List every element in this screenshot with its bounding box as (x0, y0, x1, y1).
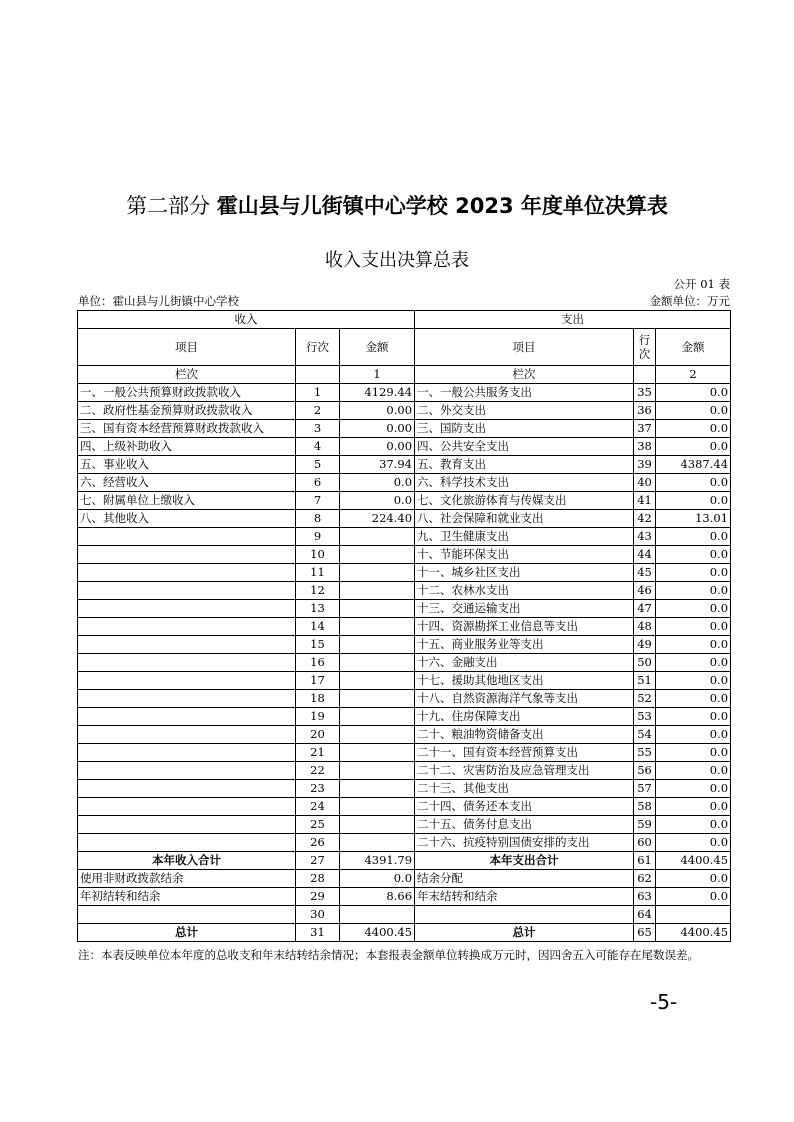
table-cell: 41 (634, 492, 656, 510)
table-cell: 二十六、抗疫特别国债安排的支出 (415, 834, 634, 852)
table-cell (78, 780, 296, 798)
table-cell: 0.0 (656, 564, 731, 582)
col-amount-header: 金额 (656, 329, 731, 366)
table-cell: 十一、城乡社区支出 (415, 564, 634, 582)
table-cell (78, 654, 296, 672)
table-cell: 38 (634, 438, 656, 456)
table-cell: 13 (296, 600, 340, 618)
table-cell: 59 (634, 816, 656, 834)
table-cell: 0.0 (656, 600, 731, 618)
table-cell: 0.0 (656, 474, 731, 492)
table-cell: 0.0 (656, 420, 731, 438)
table-cell: 0.0 (656, 834, 731, 852)
table-cell: 六、科学技术支出 (415, 474, 634, 492)
table-cell: 年末结转和结余 (415, 888, 634, 906)
footnote: 注：本表反映单位本年度的总收支和年末结转结余情况；本套报表金额单位转换成万元时，因四舍五入可能存在尾数误差。 (78, 948, 699, 962)
table-row (78, 384, 731, 402)
table-cell (78, 690, 296, 708)
table-cell: 20 (296, 726, 340, 744)
table-cell: 27 (296, 852, 340, 870)
table-cell: 4387.44 (656, 456, 731, 474)
table-row (78, 402, 731, 420)
table-cell: 44 (634, 546, 656, 564)
table-cell (340, 708, 415, 726)
table-cell: 0.0 (656, 636, 731, 654)
table-cell: 0.0 (340, 870, 415, 888)
table-cell: 0.0 (656, 528, 731, 546)
budget-table (77, 310, 731, 942)
table-cell (340, 654, 415, 672)
table-cell: 23 (296, 780, 340, 798)
table-cell: 37 (634, 420, 656, 438)
table-row (78, 816, 731, 834)
table-cell: 63 (634, 888, 656, 906)
table-cell: 9 (296, 528, 340, 546)
table-cell: 结余分配 (415, 870, 634, 888)
table-cell: 八、其他收入 (78, 510, 296, 528)
table-cell: 13.01 (656, 510, 731, 528)
table-cell (78, 762, 296, 780)
table-cell (78, 906, 296, 924)
table-cell: 二十一、国有资本经营预算支出 (415, 744, 634, 762)
table-cell: 1 (296, 384, 340, 402)
table-cell: 0.0 (656, 672, 731, 690)
table-cell: 0.0 (656, 816, 731, 834)
table-cell: 46 (634, 582, 656, 600)
table-cell: 55 (634, 744, 656, 762)
table-cell: 45 (634, 564, 656, 582)
table-cell (340, 780, 415, 798)
table-cell: 56 (634, 762, 656, 780)
table-cell: 8.66 (340, 888, 415, 906)
table-row (78, 492, 731, 510)
table-cell: 22 (296, 762, 340, 780)
table-cell: 25 (296, 816, 340, 834)
col-line-header: 行 次 (634, 329, 656, 366)
table-cell: 4400.45 (656, 852, 731, 870)
table-cell: 17 (296, 672, 340, 690)
column-number: 1 (340, 366, 415, 384)
table-cell: 八、社会保障和就业支出 (415, 510, 634, 528)
table-cell: 16 (296, 654, 340, 672)
table-title: 收入支出决算总表 (325, 250, 469, 271)
table-cell (340, 834, 415, 852)
table-cell: 12 (296, 582, 340, 600)
table-cell (78, 618, 296, 636)
table-cell: 0.0 (656, 546, 731, 564)
table-cell: 4391.79 (340, 852, 415, 870)
table-cell: 4 (296, 438, 340, 456)
table-cell (340, 672, 415, 690)
table-cell: 十六、金融支出 (415, 654, 634, 672)
table-cell: 二、外交支出 (415, 402, 634, 420)
table-cell (78, 600, 296, 618)
table-cell: 年初结转和结余 (78, 888, 296, 906)
table-cell: 七、附属单位上缴收入 (78, 492, 296, 510)
table-cell (78, 528, 296, 546)
amount-unit: 金额单位：万元 (649, 294, 730, 308)
table-row (78, 888, 731, 906)
table-cell (340, 726, 415, 744)
table-cell: 28 (296, 870, 340, 888)
table-row (78, 726, 731, 744)
table-cell: 6 (296, 474, 340, 492)
table-row (78, 672, 731, 690)
column-number: 2 (656, 366, 731, 384)
table-cell: 0.0 (656, 708, 731, 726)
table-cell: 0.00 (340, 438, 415, 456)
table-cell: 2 (296, 402, 340, 420)
table-cell: 4400.45 (656, 924, 731, 942)
table-cell: 43 (634, 528, 656, 546)
table-cell: 0.0 (656, 654, 731, 672)
table-cell: 224.40 (340, 510, 415, 528)
title-part: 第二部分 (126, 194, 211, 218)
table-cell: 0.0 (656, 888, 731, 906)
table-cell: 54 (634, 726, 656, 744)
table-cell (78, 546, 296, 564)
table-row (78, 636, 731, 654)
table-cell (340, 618, 415, 636)
table-cell (340, 816, 415, 834)
table-cell: 十二、农林水支出 (415, 582, 634, 600)
table-cell: 15 (296, 636, 340, 654)
table-row (78, 474, 731, 492)
table-cell: 42 (634, 510, 656, 528)
table-cell (656, 906, 731, 924)
table-cell (340, 690, 415, 708)
table-row (78, 438, 731, 456)
table-cell: 5 (296, 456, 340, 474)
table-row (78, 744, 731, 762)
table-row (78, 546, 731, 564)
col-line-header: 行次 (296, 329, 340, 366)
table-cell: 0.0 (656, 744, 731, 762)
table-cell: 二、政府性基金预算财政拨款收入 (78, 402, 296, 420)
table-cell (340, 744, 415, 762)
table-cell: 0.0 (656, 780, 731, 798)
column-row-label: 栏次 (415, 366, 634, 384)
table-cell (340, 906, 415, 924)
table-cell: 39 (634, 456, 656, 474)
title-name: 霍山县与儿街镇中心学校 2023 年度单位决算表 (216, 194, 668, 218)
table-cell (340, 636, 415, 654)
table-cell (340, 582, 415, 600)
table-cell: 五、事业收入 (78, 456, 296, 474)
table-cell: 61 (634, 852, 656, 870)
table-cell: 0.0 (656, 726, 731, 744)
col-amount-header: 金额 (340, 329, 415, 366)
table-cell: 31 (296, 924, 340, 942)
table-cell: 4129.44 (340, 384, 415, 402)
table-cell: 7 (296, 492, 340, 510)
table-cell: 10 (296, 546, 340, 564)
table-cell (78, 582, 296, 600)
table-cell: 0.0 (656, 618, 731, 636)
table-cell: 51 (634, 672, 656, 690)
table-cell: 36 (634, 402, 656, 420)
table-cell: 本年收入合计 (78, 852, 296, 870)
table-cell: 十八、自然资源海洋气象等支出 (415, 690, 634, 708)
table-cell: 二十二、灾害防治及应急管理支出 (415, 762, 634, 780)
col-item-header: 项目 (78, 329, 296, 366)
table-cell: 53 (634, 708, 656, 726)
table-cell: 十四、资源勘探工业信息等支出 (415, 618, 634, 636)
table-row (78, 834, 731, 852)
table-cell: 0.0 (340, 492, 415, 510)
table-cell (78, 816, 296, 834)
table-cell (78, 564, 296, 582)
table-row (78, 870, 731, 888)
table-row (78, 852, 731, 870)
table-cell: 一、一般公共服务支出 (415, 384, 634, 402)
table-cell: 49 (634, 636, 656, 654)
table-row (78, 762, 731, 780)
table-row (78, 582, 731, 600)
table-cell: 十、节能环保支出 (415, 546, 634, 564)
table-cell (340, 798, 415, 816)
table-cell: 三、国有资本经营预算财政拨款收入 (78, 420, 296, 438)
form-code: 公开 01 表 (673, 277, 730, 291)
table-row (78, 600, 731, 618)
table-cell (340, 762, 415, 780)
table-cell: 62 (634, 870, 656, 888)
table-cell: 0.0 (656, 384, 731, 402)
table-cell (78, 798, 296, 816)
table-cell: 0.0 (656, 762, 731, 780)
table-row (78, 564, 731, 582)
main-title (0, 190, 794, 220)
table-cell: 52 (634, 690, 656, 708)
table-row (78, 708, 731, 726)
table-cell: 11 (296, 564, 340, 582)
table-cell: 29 (296, 888, 340, 906)
table-cell (340, 546, 415, 564)
table-cell: 十三、交通运输支出 (415, 600, 634, 618)
table-cell (78, 636, 296, 654)
table-cell: 8 (296, 510, 340, 528)
table-cell: 60 (634, 834, 656, 852)
page-number: -5- (650, 990, 678, 1014)
table-cell: 本年支出合计 (415, 852, 634, 870)
table-row (78, 528, 731, 546)
table-cell: 4400.45 (340, 924, 415, 942)
table-cell (78, 708, 296, 726)
table-cell: 0.0 (656, 402, 731, 420)
table-cell: 0.00 (340, 420, 415, 438)
table-cell: 19 (296, 708, 340, 726)
income-header: 收入 (78, 311, 415, 329)
table-cell: 四、上级补助收入 (78, 438, 296, 456)
table-cell: 总计 (415, 924, 634, 942)
table-row (78, 798, 731, 816)
table-row (78, 780, 731, 798)
table-cell: 30 (296, 906, 340, 924)
table-cell: 58 (634, 798, 656, 816)
table-cell: 50 (634, 654, 656, 672)
table-cell (415, 906, 634, 924)
table-cell: 26 (296, 834, 340, 852)
table-cell (78, 726, 296, 744)
table-cell: 二十、粮油物资储备支出 (415, 726, 634, 744)
table-cell: 0.0 (656, 798, 731, 816)
table-cell: 14 (296, 618, 340, 636)
table-cell: 0.0 (656, 492, 731, 510)
unit-label: 单位：霍山县与儿街镇中心学校 (78, 294, 239, 308)
table-cell (340, 600, 415, 618)
table-row (78, 690, 731, 708)
table-cell: 0.0 (340, 474, 415, 492)
table-cell: 二十五、债务付息支出 (415, 816, 634, 834)
table-cell: 三、国防支出 (415, 420, 634, 438)
table-cell (78, 834, 296, 852)
table-cell: 65 (634, 924, 656, 942)
table-cell: 0.0 (656, 582, 731, 600)
table-cell (78, 672, 296, 690)
table-cell: 35 (634, 384, 656, 402)
table-cell: 二十三、其他支出 (415, 780, 634, 798)
table-cell: 四、公共安全支出 (415, 438, 634, 456)
table-cell: 总计 (78, 924, 296, 942)
table-row (78, 654, 731, 672)
table-row (78, 906, 731, 924)
table-cell (340, 528, 415, 546)
col-item-header: 项目 (415, 329, 634, 366)
table-cell: 九、卫生健康支出 (415, 528, 634, 546)
table-cell: 一、一般公共预算财政拨款收入 (78, 384, 296, 402)
table-cell: 47 (634, 600, 656, 618)
table-row (78, 924, 731, 942)
table-cell: 0.0 (656, 690, 731, 708)
table-cell: 十九、住房保障支出 (415, 708, 634, 726)
table-cell: 0.0 (656, 438, 731, 456)
table-cell: 0.00 (340, 402, 415, 420)
table-cell: 18 (296, 690, 340, 708)
table-cell: 六、经营收入 (78, 474, 296, 492)
table-cell: 40 (634, 474, 656, 492)
table-cell: 0.0 (656, 870, 731, 888)
table-cell (340, 564, 415, 582)
table-cell: 使用非财政拨款结余 (78, 870, 296, 888)
table-cell: 二十四、债务还本支出 (415, 798, 634, 816)
table-cell: 3 (296, 420, 340, 438)
table-row (78, 510, 731, 528)
table-cell: 57 (634, 780, 656, 798)
column-row-label: 栏次 (78, 366, 296, 384)
table-cell: 五、教育支出 (415, 456, 634, 474)
table-cell: 21 (296, 744, 340, 762)
table-cell (78, 744, 296, 762)
table-row (78, 456, 731, 474)
table-cell: 24 (296, 798, 340, 816)
table-cell: 37.94 (340, 456, 415, 474)
table-cell: 十七、援助其他地区支出 (415, 672, 634, 690)
table-cell: 48 (634, 618, 656, 636)
table-cell: 七、文化旅游体育与传媒支出 (415, 492, 634, 510)
table-row (78, 420, 731, 438)
table-row (78, 618, 731, 636)
expense-header: 支出 (415, 311, 731, 329)
table-cell: 64 (634, 906, 656, 924)
table-cell: 十五、商业服务业等支出 (415, 636, 634, 654)
